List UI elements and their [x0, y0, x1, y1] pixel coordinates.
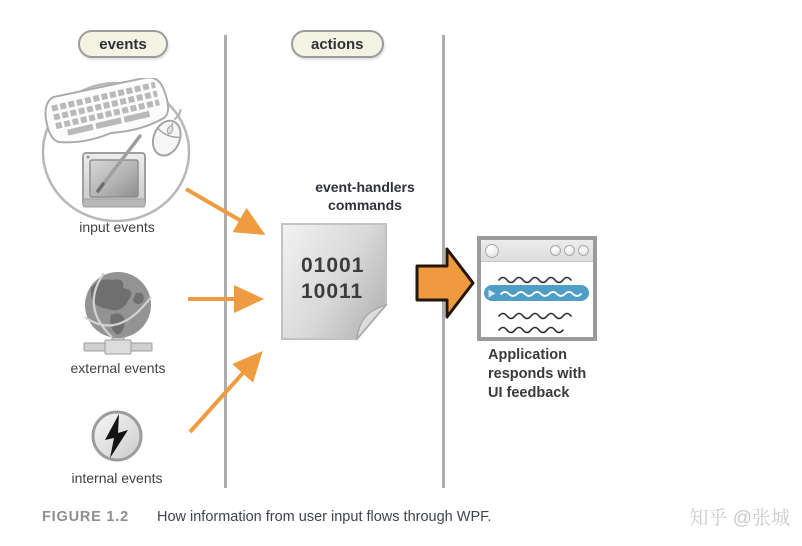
internal-events-label: internal events [71, 470, 163, 486]
app-window-content [481, 262, 593, 332]
input-devices-icon [40, 78, 196, 233]
column-divider-line [224, 35, 227, 488]
binary-line2: 10011 [301, 280, 364, 303]
app-response-line2: responds with [488, 366, 587, 382]
application-window-icon [477, 236, 597, 341]
actions-column-pill [291, 30, 384, 58]
input-events-label: input events [79, 219, 155, 235]
globe-network-icon [78, 269, 158, 364]
lightning-bolt-icon [89, 408, 145, 469]
events-pill-label: events [99, 35, 147, 53]
figure-caption [42, 509, 491, 525]
titlebar-circle-icon [485, 244, 499, 258]
highlighted-row [484, 285, 589, 301]
external-events-label: external events [70, 360, 166, 376]
app-response-line3: UI feedback [488, 385, 570, 401]
app-response-line1: Application [488, 347, 567, 363]
watermark: 知乎 @张城 [689, 508, 790, 529]
text-squiggle-line [497, 271, 593, 279]
text-squiggle-line [497, 307, 593, 315]
titlebar-circle-icon [550, 245, 561, 256]
events-column-pill [78, 30, 168, 58]
block-arrow-right-icon [414, 244, 476, 327]
binary-code-text [301, 253, 364, 305]
binary-line1: 01001 [301, 254, 365, 277]
play-icon [488, 289, 496, 298]
figure-number: FIGURE 1.2 [42, 509, 129, 525]
handler-title-line2: commands [328, 197, 402, 213]
text-squiggle-line [497, 321, 593, 329]
titlebar-circle-icon [578, 245, 589, 256]
app-response-label [488, 346, 586, 403]
titlebar-circle-icon [564, 245, 575, 256]
figure-caption-text: How information from user input flows through WPF. [156, 509, 492, 525]
app-window-titlebar [481, 240, 593, 262]
handler-title [285, 178, 445, 214]
handler-title-line1: event-handlers [315, 179, 415, 195]
titlebar-buttons [550, 245, 589, 256]
actions-pill-label: actions [311, 35, 364, 53]
